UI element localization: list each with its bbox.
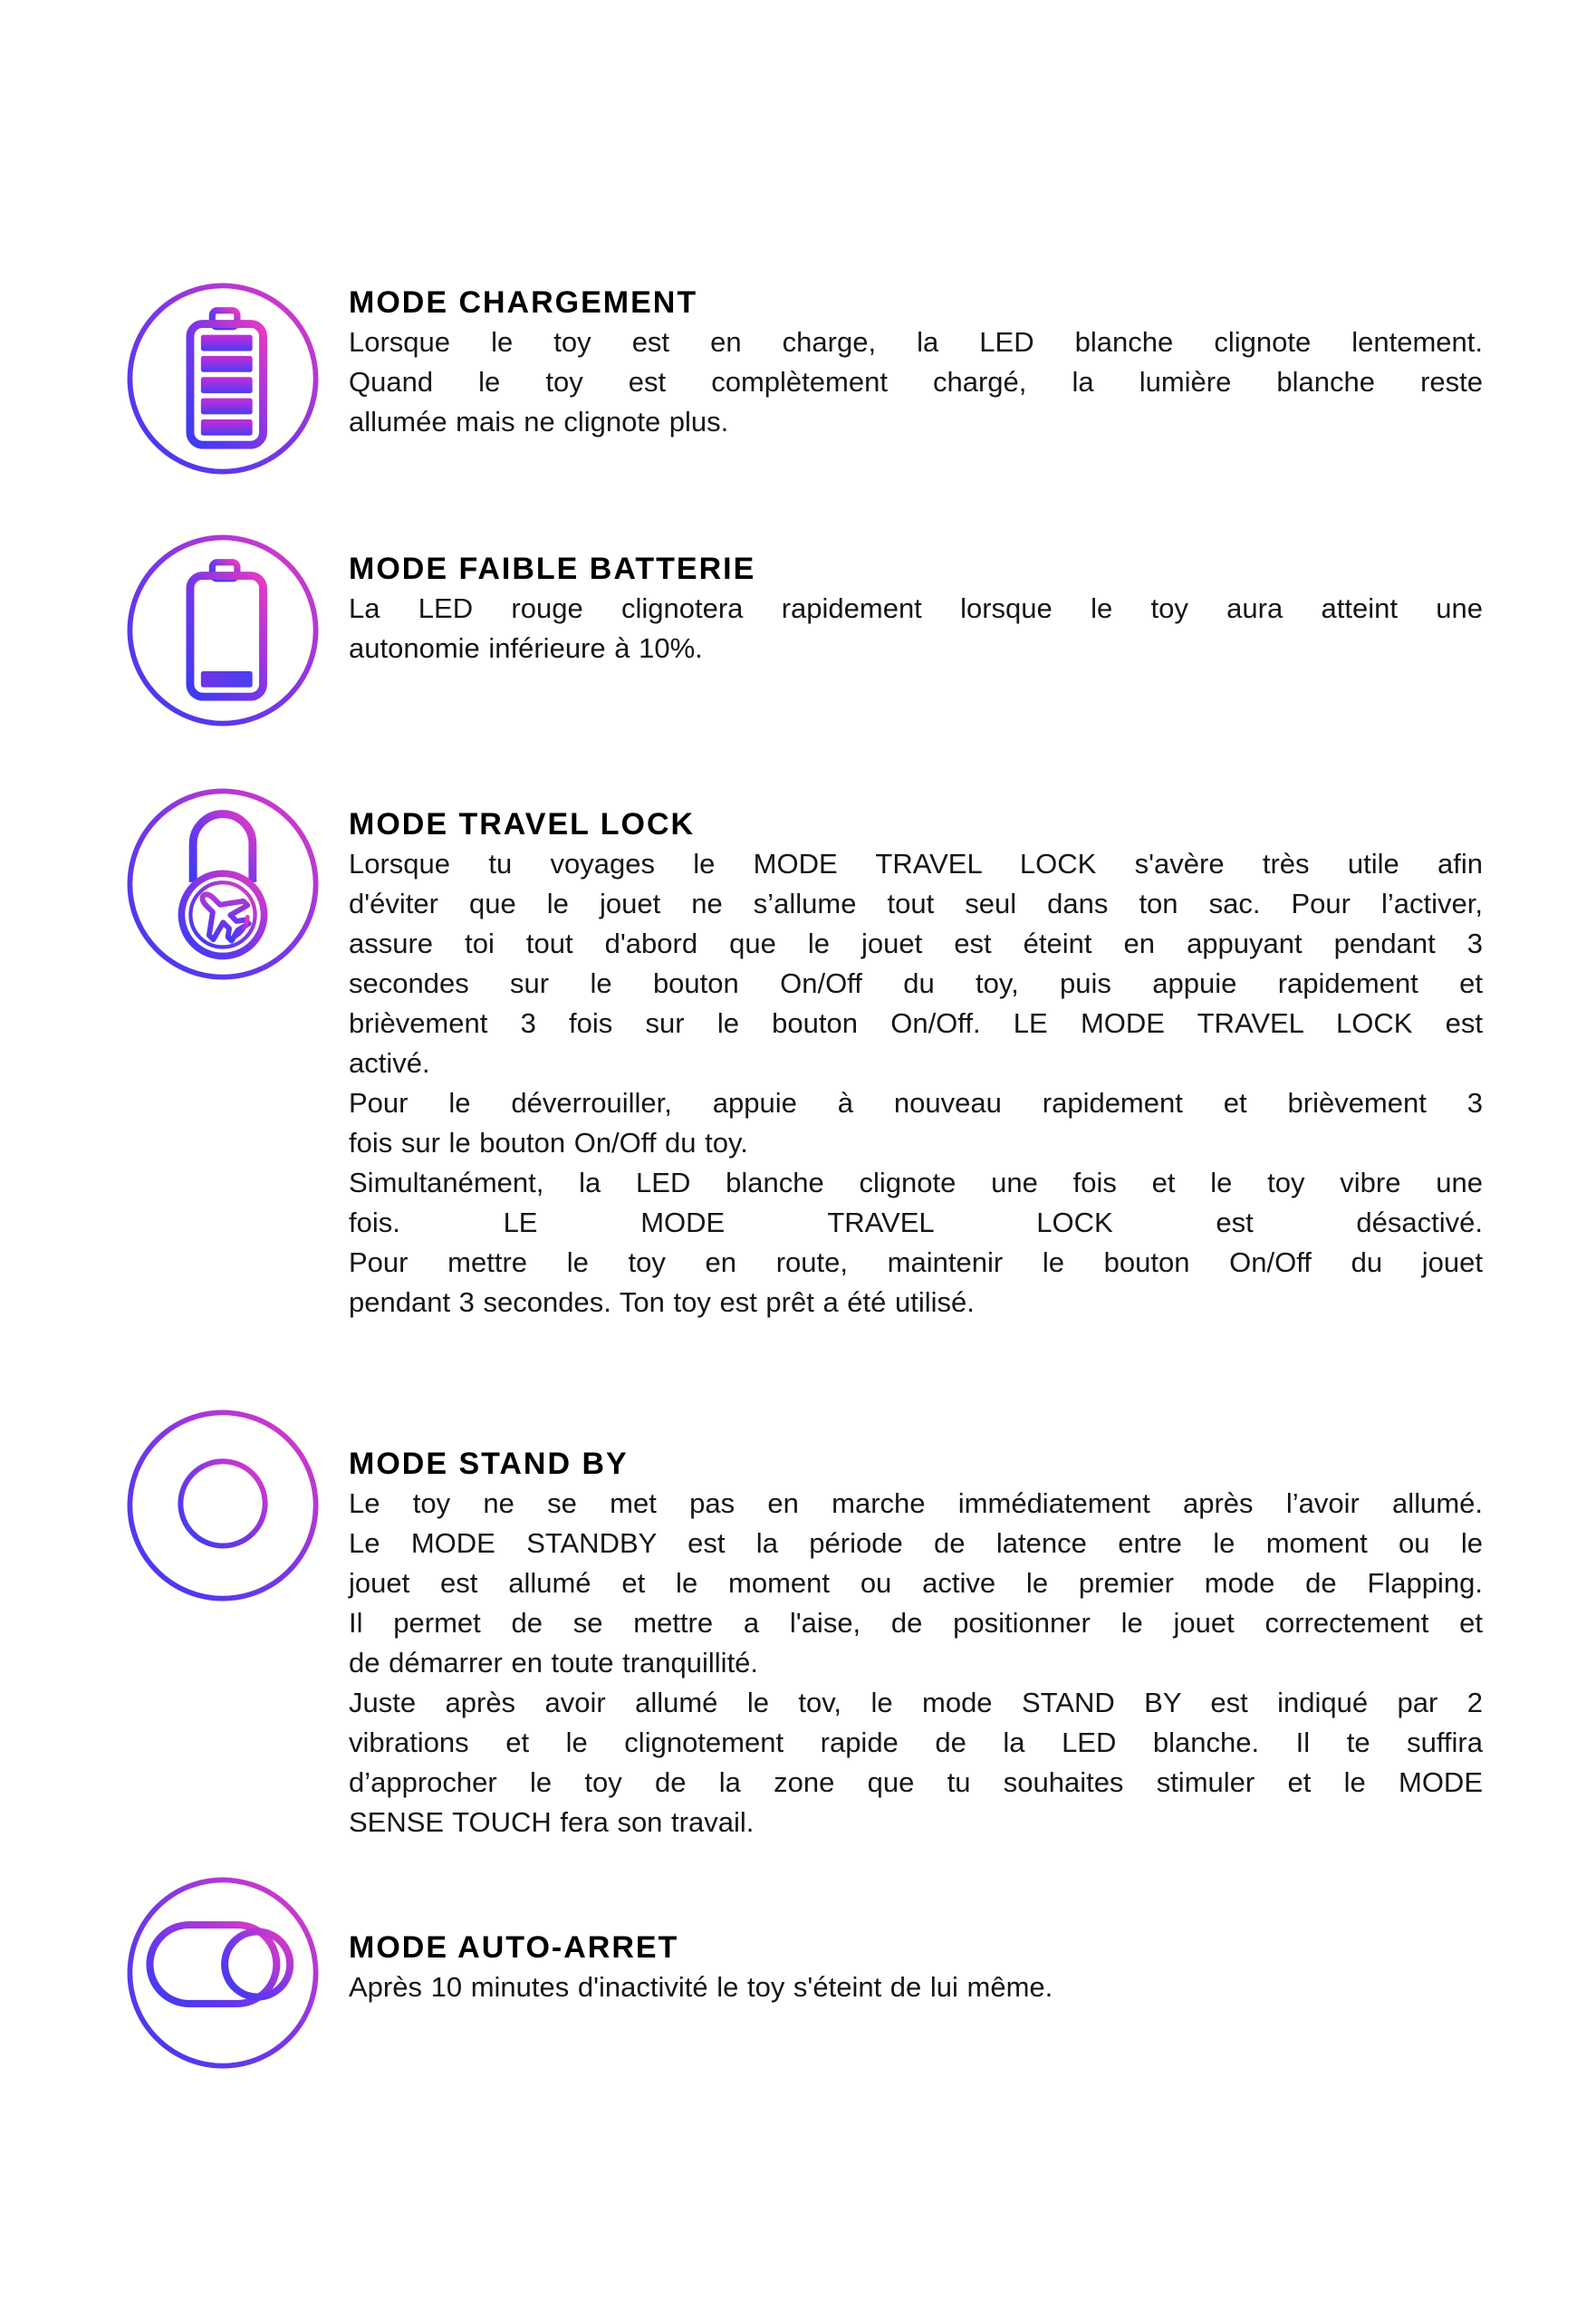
section-body [349,844,1483,1323]
standby-icon-svg [127,1409,319,1602]
text-line: La LED rouge clignotera rapidement lorsque le toy aura atteint une [349,592,1483,624]
text-line: SENSE TOUCH fera son travail. [349,1806,755,1838]
text-line: Le MODE STANDBY est la période de latence entre le moment ou le [349,1527,1483,1559]
section-title: MODE FAIBLE BATTERIE [349,552,756,586]
section-title: MODE TRAVEL LOCK [349,807,696,842]
standby-icon [127,1409,319,1602]
paragraph [349,1083,1483,1163]
text-line: d'éviter que le jouet ne s’allume tout seul dans ton sac. Pour l’activer, [349,888,1483,919]
section-mode-auto-arret [349,1928,1483,2007]
paragraph [349,1163,1483,1323]
text-line: Lorsque tu voyages le MODE TRAVEL LOCK s'avère très utile afin [349,848,1483,880]
section-body [349,1484,1483,1842]
paragraph [349,1484,1483,1683]
battery-low-icon [127,534,319,726]
text-line: assure toi tout d'abord que le jouet est éteint en appuyant pendant 3 [349,928,1483,959]
text-line: Lorsque le toy est en charge, la LED blanche clignote lentement. [349,326,1483,358]
text-line: autonomie inférieure à 10%. [349,632,703,664]
text-line: Il permet de se mettre a l'aise, de positionner le jouet correctement et [349,1607,1483,1639]
toggle-switch-icon [127,1877,319,2069]
paragraph [349,1683,1483,1842]
section-mode-faible-batterie [349,549,1483,669]
battery-low-icon-svg [127,534,319,726]
section-body [349,1967,1483,2007]
section-title: MODE AUTO-ARRET [349,1930,679,1965]
battery-low-bar [201,671,253,688]
section-body [349,589,1483,669]
text-line: Pour mettre le toy en route, maintenir le bouton On/Off du jouet [349,1246,1483,1278]
text-line: Après 10 minutes d'inactivité le toy s'éteint de lui même. [349,1971,1053,2003]
section-title: MODE CHARGEMENT [349,285,698,320]
toggle-switch-icon-svg [127,1877,319,2069]
section-mode-stand-by [349,1444,1483,1842]
section-body [349,322,1483,442]
travel-lock-icon [127,788,319,980]
toggle-track [149,1925,276,2004]
text-line: Le toy ne se met pas en marche immédiatement après l’avoir allumé. [349,1487,1483,1519]
travel-lock-icon-svg [127,788,319,980]
section-title: MODE STAND BY [349,1447,629,1481]
paragraph [349,844,1483,1083]
text-line: Quand le toy est complètement chargé, la lumière blanche reste [349,366,1483,398]
battery-charging-icon [127,283,319,475]
text-line: Simultanément, la LED blanche clignote une fois et le toy vibre une [349,1167,1483,1198]
paragraph [349,1967,1483,2007]
text-line: fois sur le bouton On/Off du toy. [349,1127,748,1159]
text-line: secondes sur le bouton On/Off du toy, puis appuie rapidement et [349,967,1483,999]
paragraph [349,589,1483,669]
paragraph [349,322,1483,442]
text-line: brièvement 3 fois sur le bouton On/Off. LE MODE TRAVEL LOCK est [349,1007,1483,1039]
section-mode-chargement [349,283,1483,442]
section-mode-travel-lock [349,804,1483,1323]
text-line: Pour le déverrouiller, appuie à nouveau rapidement et brièvement 3 [349,1087,1483,1119]
text-line: fois. LE MODE TRAVEL LOCK est désactivé. [349,1207,1483,1238]
battery-bars [201,335,253,436]
text-line: jouet est allumé et le moment ou active le premier mode de Flapping. [349,1567,1483,1599]
text-line: Juste après avoir allumé le tov, le mode STAND BY est indiqué par 2 [349,1687,1483,1718]
text-line: vibrations et le clignotement rapide de la LED blanche. Il te suffira [349,1727,1483,1758]
text-line: activé. [349,1047,430,1079]
text-line: allumée mais ne clignote plus. [349,406,729,438]
battery-charging-icon-svg [127,283,319,475]
text-line: pendant 3 secondes. Ton toy est prêt a été utilisé. [349,1286,975,1318]
text-line: de démarrer en toute tranquillité. [349,1647,759,1679]
text-line: d’approcher le toy de la zone que tu souhaites stimuler et le MODE [349,1766,1483,1798]
